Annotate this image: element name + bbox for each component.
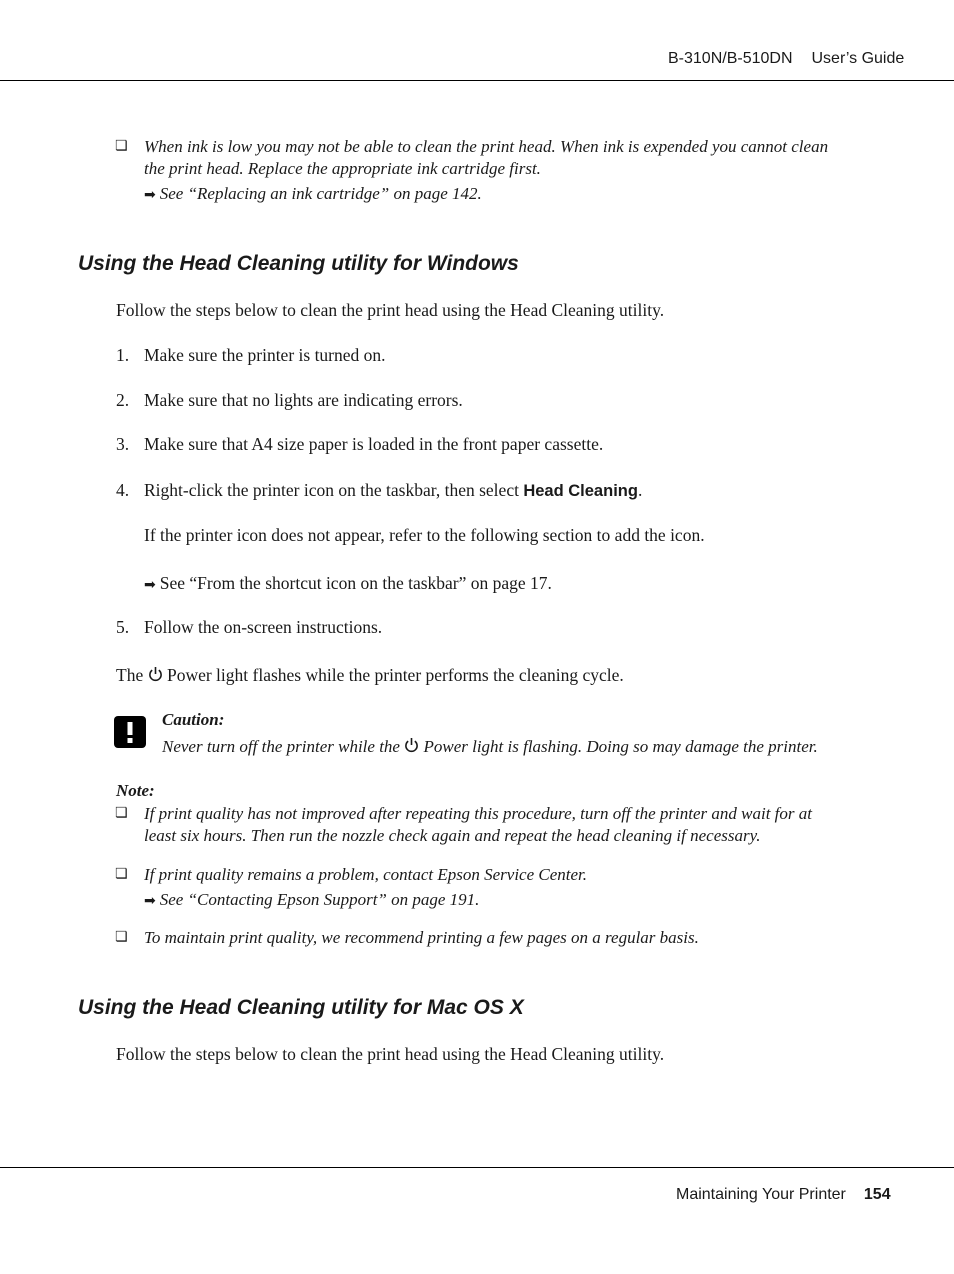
step-3-text: Make sure that A4 size paper is loaded in the front paper cassette. (144, 434, 604, 454)
note-item2: If print quality remains a problem, contact Epson Service Center. (144, 865, 588, 884)
arrow-right-icon: ➡ (144, 893, 156, 909)
top-note-line1: When ink is low you may not be able to clean the print head. When ink is expended you cannot clean (144, 137, 829, 156)
step-2-text: Make sure that no lights are indicating errors. (144, 390, 463, 410)
step-3-num: 3. (116, 434, 130, 454)
footer-page-number: 154 (863, 1186, 891, 1203)
step-4-sub: If the printer icon does not appear, refer to the following section to add the icon. (144, 525, 705, 545)
power-icon (404, 737, 419, 753)
step-4-num: 4. (116, 480, 130, 500)
header-rule (0, 80, 954, 81)
step-5-text: Follow the on-screen instructions. (144, 617, 383, 637)
note-item2-ref (144, 889, 479, 911)
step-4-ref (144, 572, 552, 594)
note-item3: To maintain print quality, we recommend printing a few pages on a regular basis. (144, 928, 699, 947)
step-1-text: Make sure the printer is turned on. (144, 345, 386, 365)
step-1-num: 1. (116, 345, 130, 365)
top-note-line2: the print head. Replace the appropriate ink cartridge first. (144, 159, 541, 178)
mac-intro: Follow the steps below to clean the print head using the Head Cleaning utility. (116, 1044, 665, 1064)
checkbox-bullet-icon: ❏ (115, 929, 128, 945)
section-title-mac: Using the Head Cleaning utility for Mac OS X (78, 996, 524, 1019)
header-guide: User’s Guide (811, 50, 905, 67)
top-note-ref (144, 183, 482, 205)
power-icon (148, 666, 163, 682)
step-4-pre: Right-click the printer icon on the taskbar, then select (144, 480, 524, 500)
checkbox-bullet-icon: ❏ (115, 805, 128, 821)
step-2-num: 2. (116, 390, 130, 410)
checkbox-bullet-icon: ❏ (115, 866, 128, 882)
arrow-right-icon: ➡ (144, 577, 156, 593)
running-footer (676, 1186, 891, 1204)
caution-label: Caution: (162, 710, 225, 729)
caution-icon (114, 716, 146, 748)
section-title-windows: Using the Head Cleaning utility for Windows (78, 252, 519, 275)
arrow-right-icon: ➡ (144, 187, 156, 203)
step-4-ref-link[interactable]: See “From the shortcut icon on the taskbar” on page 17. (159, 573, 552, 593)
checkbox-bullet-icon: ❏ (115, 138, 128, 154)
step-5-num: 5. (116, 617, 130, 637)
power-post: Power light flashes while the printer performs the cleaning cycle. (166, 665, 624, 685)
top-note-ref-link[interactable]: See “Replacing an ink cartridge” on page 142. (159, 184, 482, 203)
note-item2-ref-link[interactable]: See “Contacting Epson Support” on page 191. (159, 890, 480, 909)
power-pre: The (116, 665, 144, 685)
footer-chapter: Maintaining Your Printer (676, 1186, 846, 1203)
windows-intro: Follow the steps below to clean the print head using the Head Cleaning utility. (116, 300, 665, 320)
caution-pre: Never turn off the printer while the (162, 737, 400, 756)
running-header (668, 50, 904, 68)
step-4-bold: Head Cleaning (523, 482, 638, 500)
note-label: Note: (116, 781, 155, 800)
header-model: B-310N/B-510DN (668, 50, 793, 67)
power-paragraph (116, 664, 624, 686)
caution-post: Power light is flashing. Doing so may damage the printer. (423, 737, 818, 756)
caution-text (162, 736, 818, 758)
step-4-text (144, 479, 642, 502)
note-item1-line1: If print quality has not improved after repeating this procedure, turn off the printer and wait for at (144, 804, 812, 823)
note-item1-line2: least six hours. Then run the nozzle check again and repeat the head cleaning if necessary. (144, 826, 761, 845)
step-4-post: . (637, 480, 643, 500)
footer-rule (0, 1167, 954, 1168)
